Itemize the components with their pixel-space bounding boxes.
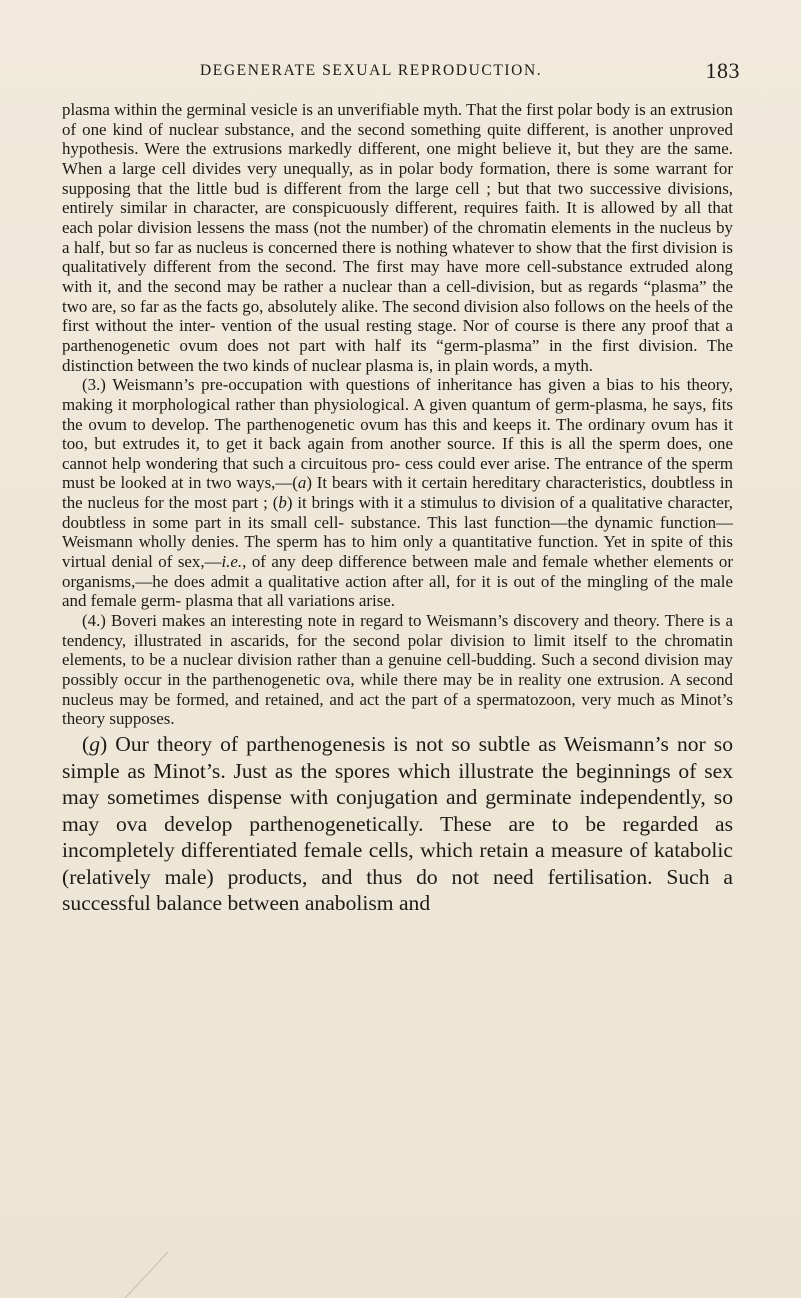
- paragraph-our-theory: [62, 731, 733, 917]
- italic-letter-a: a: [297, 473, 307, 493]
- paragraph-text: ) It bears with it certain hereditary characteristics, doubtless in the nucleus for the most part ; (: [62, 473, 734, 513]
- italic-ie: i.e.: [221, 552, 243, 572]
- paragraph-text: , of any deep difference between male and female whether elements or organisms,—he does admit a qualitative action after all, for it is out of the mingling of the male and female germ- plasma that all variations arise.: [62, 552, 733, 611]
- paragraph-text: (: [82, 732, 90, 756]
- paragraph-weismann-preoccupation: [62, 375, 733, 611]
- paragraph-text: (3.) Weismann’s pre-occupation with questions of inheritance has given a bias to his theory, making it morphological rather than physiological. A given quantum of germ-plasma, he says, fits the ovum to develop. The parthenogenetic ovum has this and keeps it. The ordinary ovum has it too, but extrudes it, to get it back again from another source. If this is all the sperm does, one cannot help wondering that such a circuitous pro- cess could ever arise. The entrance of the sperm must be looked at in two ways,—(: [62, 375, 733, 493]
- page-number: 183: [705, 58, 740, 83]
- body-text: [62, 100, 733, 917]
- italic-letter-b: b: [278, 493, 287, 513]
- page-header: [60, 58, 740, 90]
- running-head: DEGENERATE SEXUAL REPRODUCTION.: [200, 62, 543, 79]
- paragraph-polar-bodies: plasma within the germinal vesicle is an unverifiable myth. That the first polar body is an extrusion of one kind of nuclear substance, and the second something quite different, is another unproved hypothesis. Were the extrusions markedly different, one might believe it, but they are the same. When a large cell divides very unequally, as in polar body formation, there is some warrant for supposing that the little bud is different from the large cell ; but that two successive divisions, entirely similar in character, are conspicuously different, requires faith. It is allowed by all that each polar division lessens the mass (not the number) of the chromatin elements in the nucleus by a half, but so far as nucleus is concerned there is nothing whatever to show that the first division is qualitatively different from the second. The first may have more cell-substance extruded along with it, and the second may be rather a nuclear than a cell-division, but as regards “plasma” the two are, so far as the facts go, absolutely alike. The second division also follows on the heels of the first without the inter- vention of the usual resting stage. Nor of course is there any proof that a parthenogenetic ovum does not part with half its “germ-plasma” in the first division. The distinction between the two kinds of nuclear plasma is, in plain words, a myth.: [62, 100, 733, 375]
- paragraph-boveri-note: (4.) Boveri makes an interesting note in regard to Weismann’s discovery and theory. There is a tendency, illustrated in ascarids, for the second polar division to limit itself to the chromatin elements, to be a nuclear division rather than a genuine cell-budding. Such a second division may possibly occur in the parthenogenetic ova, while there may be in reality one extrusion. A second nucleus may be formed, and retained, and act the part of a spermatozoon, very much as Minot’s theory supposes.: [62, 611, 733, 729]
- italic-letter-g: g: [89, 732, 100, 756]
- paragraph-text: ) it brings with it a stimulus to division of a qualitative character, doubtless in some part in its small cell- substance. This last function—the dynamic function—Weismann wholly denies. The sperm has to him only a quantitative function. Yet in spite of this virtual denial of sex,—: [62, 493, 734, 572]
- paragraph-text: ) Our theory of parthenogenesis is not so subtle as Weismann’s nor so simple as Minot’s. Just as the spores which illustrate the beginnings of sex may sometimes dispense with conjugation and germinate independently, so may ova develop parthenogenetically. These are to be regarded as incompletely differentiated female cells, which retain a measure of katabolic (relatively male) products, and thus do not need fertilisation. Such a successful balance between anabolism and: [62, 732, 733, 915]
